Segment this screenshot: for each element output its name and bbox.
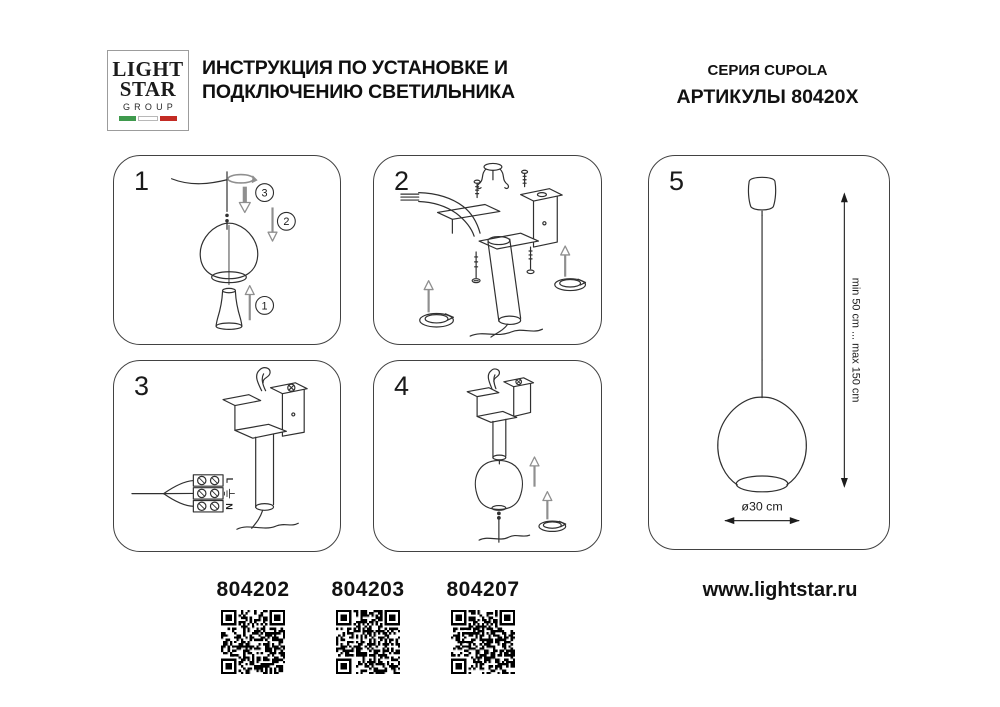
earth-symbol — [225, 489, 235, 498]
mounting-bracket — [438, 189, 563, 249]
swag-hook-icon — [477, 163, 508, 188]
terminal-block — [193, 475, 234, 512]
floor-line — [237, 523, 298, 529]
wire-leads — [132, 481, 193, 507]
dimension-line-vertical — [841, 192, 861, 488]
canopy — [748, 177, 775, 215]
logo-word-star: STAR — [119, 76, 177, 101]
dimension-label-diameter: ø30 cm — [741, 499, 783, 514]
article-code: 804202 — [216, 578, 290, 601]
panel-1-number: 1 — [134, 166, 150, 196]
flag-red-segment — [160, 116, 177, 121]
diffuser — [216, 288, 242, 329]
step-badge-2 — [277, 212, 295, 230]
panel-5-number: 5 — [669, 166, 685, 196]
up-arrow-1-icon — [245, 286, 254, 321]
panel-step-4 — [373, 360, 602, 552]
panel-4-number: 4 — [394, 371, 410, 401]
anchor-icon — [555, 246, 586, 291]
svg-text:3: 3 — [261, 187, 268, 200]
down-arrow-3-icon — [239, 187, 250, 213]
terminal-label-line: L — [224, 477, 235, 484]
svg-text:1: 1 — [261, 300, 268, 313]
logo-word-light: LIGHT — [112, 56, 184, 81]
lamp-shade — [475, 460, 522, 510]
qr-code — [451, 610, 515, 674]
panel-2-number: 2 — [394, 166, 410, 196]
step-badge-3 — [256, 184, 274, 202]
dimension-line-horizontal — [724, 500, 799, 524]
floor-line — [479, 535, 529, 540]
svg-text:2: 2 — [283, 216, 290, 229]
page-title — [202, 57, 562, 104]
lamp-shade — [200, 223, 258, 284]
website-url: www.lightstar.ru — [702, 579, 858, 601]
cord-connector — [497, 512, 501, 543]
article-code: 804203 — [331, 578, 405, 601]
panel-step-1 — [113, 155, 341, 345]
panel-3-number: 3 — [134, 371, 150, 401]
down-arrow-2-icon — [268, 207, 277, 241]
logo-italian-flag — [119, 116, 177, 121]
panel-4-drawing — [374, 361, 601, 551]
floor-line — [470, 329, 542, 336]
anchor-icon — [420, 281, 454, 327]
articles-label: АРТИКУЛЫ 80420X — [676, 86, 859, 108]
series-name: СЕРИЯ CUPOLA — [707, 62, 828, 79]
flag-white-segment — [138, 116, 157, 121]
screw-icon — [472, 252, 480, 283]
series-header — [645, 62, 890, 109]
lightstar-logo — [107, 50, 189, 131]
article-column — [423, 578, 543, 674]
panel-3-drawing — [114, 361, 340, 551]
mounting-tube — [488, 237, 521, 337]
up-arrow-icon — [530, 457, 539, 487]
page-title-line2: ПОДКЛЮЧЕНИЮ СВЕТИЛЬНИКА — [202, 80, 515, 103]
ceiling-line — [172, 179, 227, 184]
screw-icon — [522, 170, 528, 186]
qr-code — [336, 610, 400, 674]
mounting-tube — [252, 434, 274, 528]
screw-icon — [527, 247, 534, 274]
terminal-label-neutral: N — [224, 503, 235, 510]
logo-word-group: GROUP — [122, 102, 177, 113]
anchor-icon — [539, 492, 566, 532]
flag-green-segment — [119, 116, 136, 121]
rotation-arrow-icon — [228, 175, 258, 184]
panel-step-2 — [373, 155, 602, 345]
panel-2-drawing — [374, 156, 601, 344]
step-badge-1 — [256, 297, 274, 315]
panel-step-3 — [113, 360, 341, 552]
dimension-label-height: min 50 cm ... max 150 cm — [849, 277, 862, 403]
article-code: 804207 — [446, 578, 520, 601]
page-title-line1: ИНСТРУКЦИЯ ПО УСТАНОВКЕ И — [202, 57, 508, 79]
panel-dimensions — [648, 155, 890, 550]
mounting-bracket — [467, 369, 533, 422]
panel-1-drawing — [114, 156, 340, 344]
qr-code — [221, 610, 285, 674]
mounting-tube — [493, 419, 506, 464]
mounting-bracket — [223, 368, 307, 439]
article-column — [193, 578, 313, 674]
lamp-shade — [718, 397, 807, 492]
article-column — [308, 578, 428, 674]
panel-5-drawing — [649, 156, 889, 549]
